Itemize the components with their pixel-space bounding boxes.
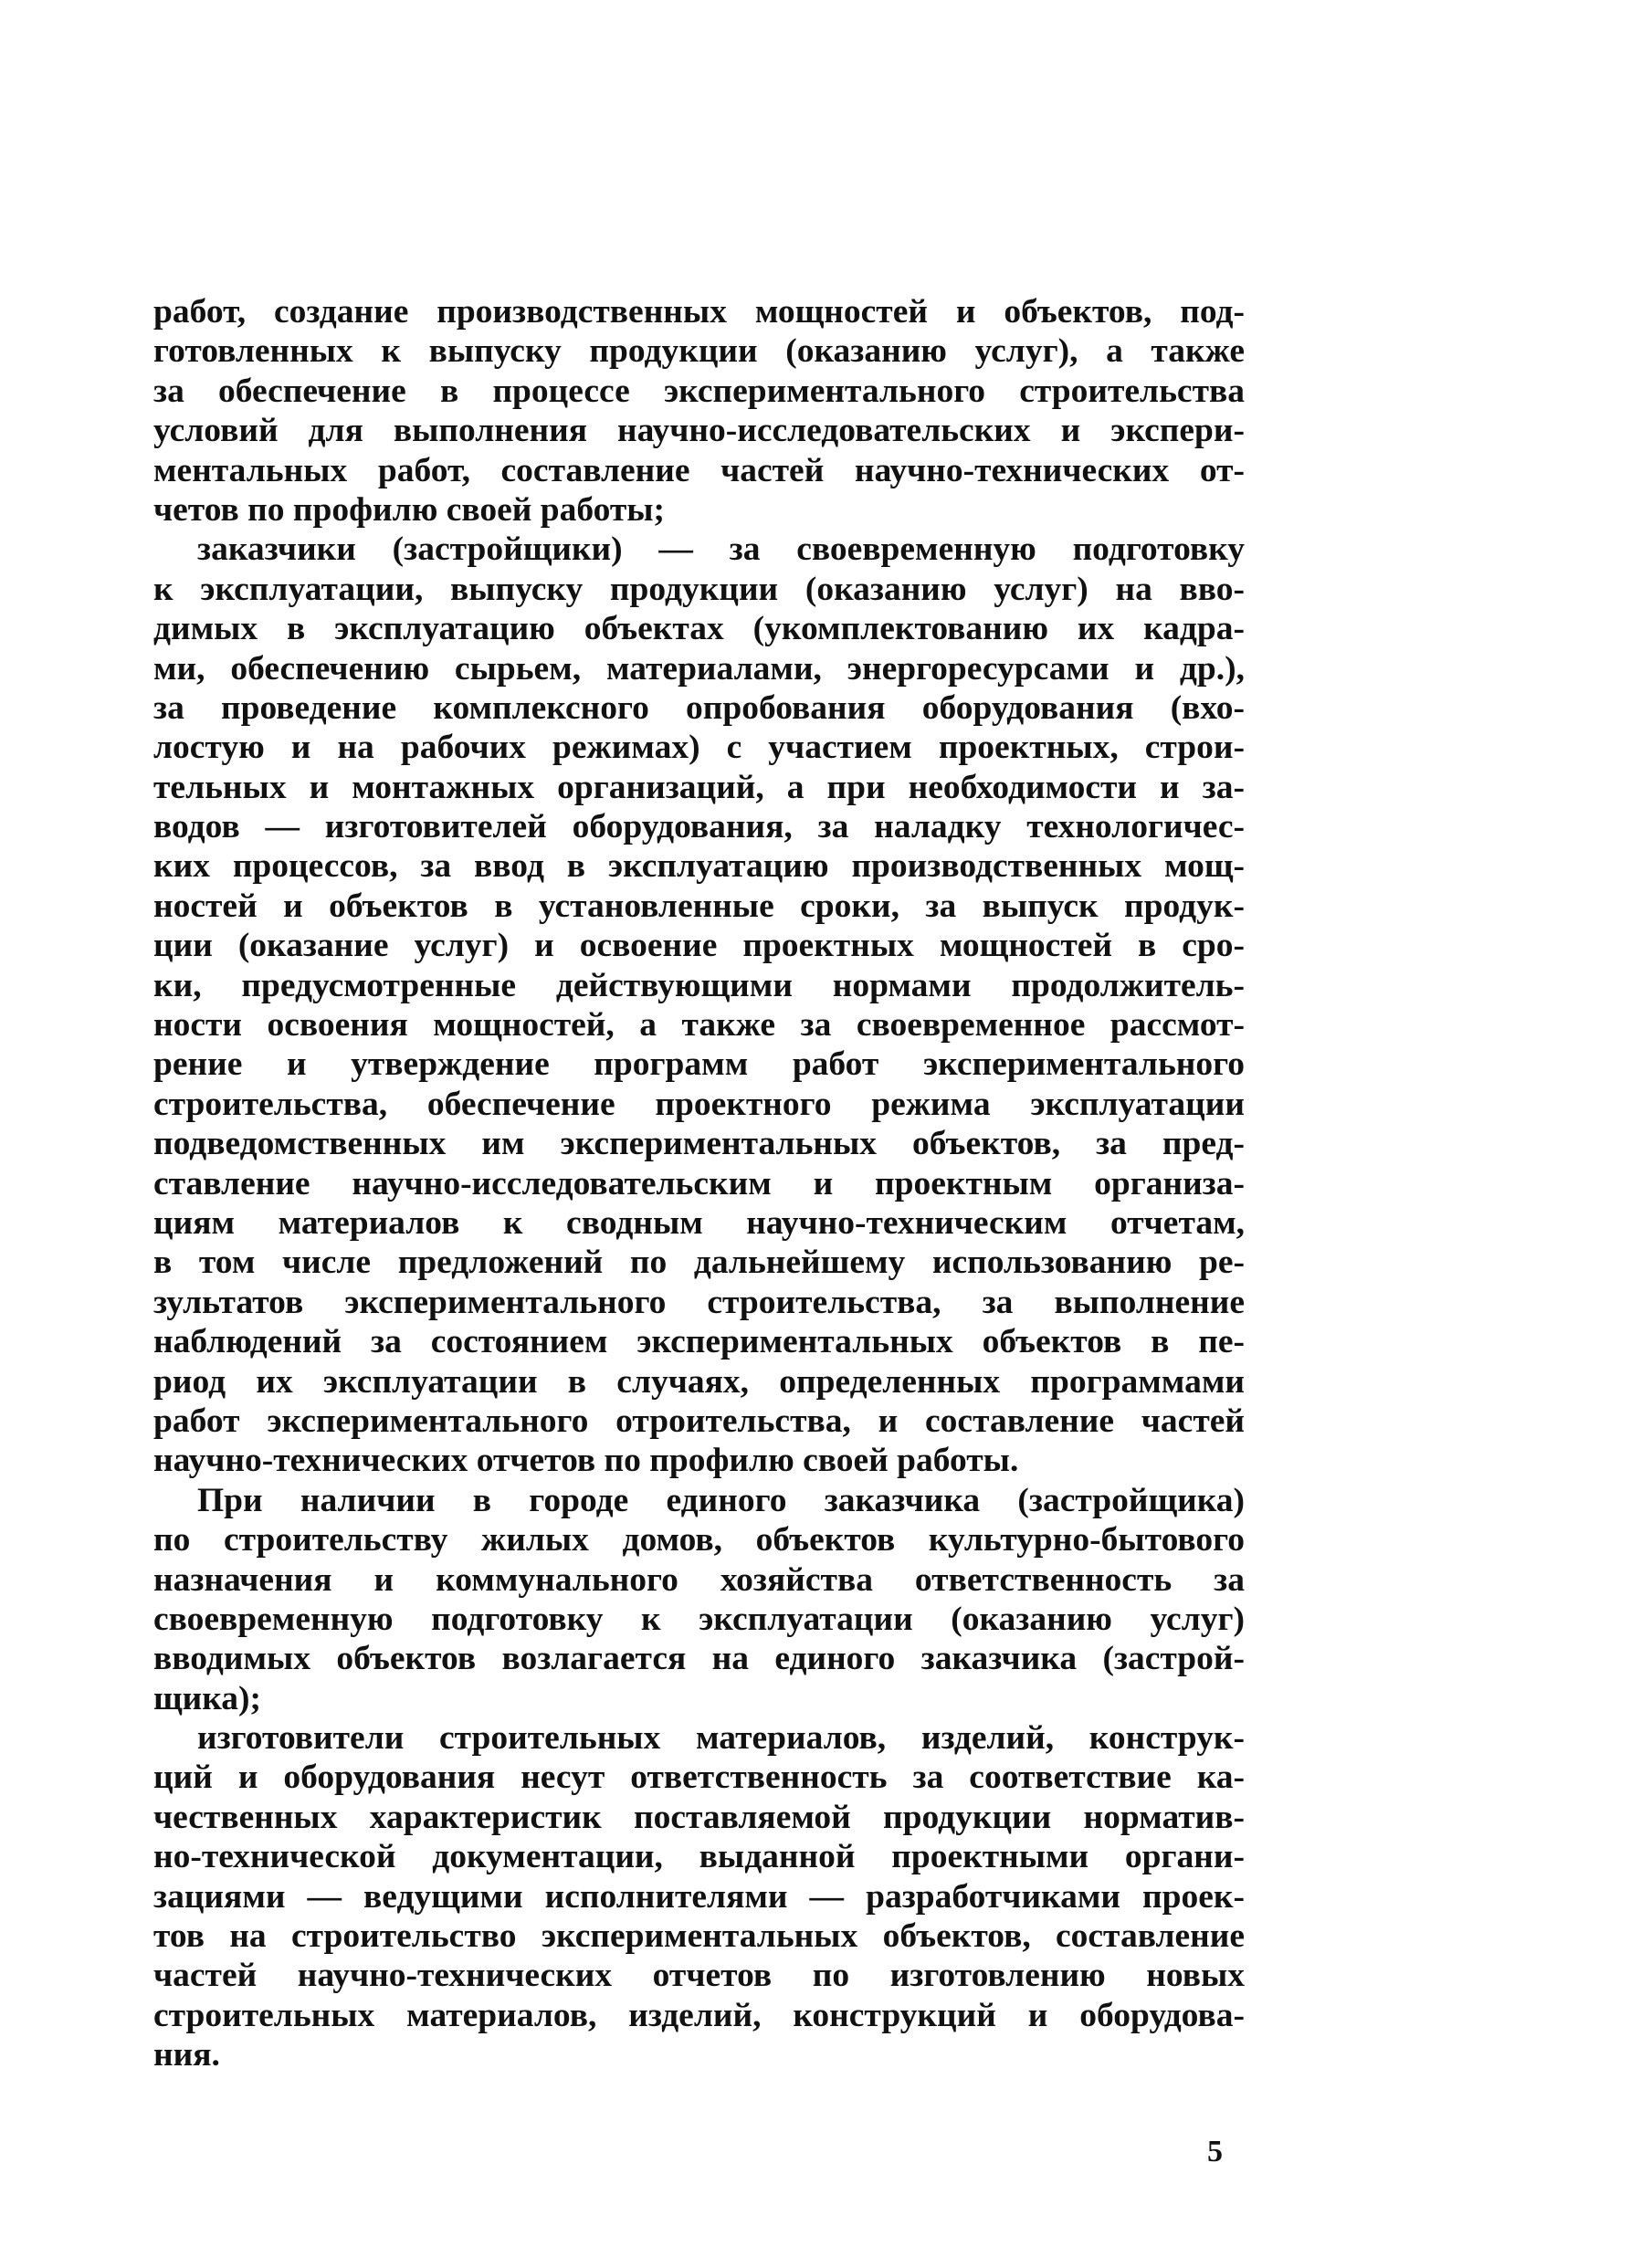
text-line: При наличии в городе единого заказчика (застройщика) [197,1481,1245,1519]
text-line: к эксплуатации, выпуску продукции (оказанию услуг) на вво- [153,570,1245,608]
text-line: зультатов экспериментального строительства, за выполнение [153,1283,1245,1321]
text-line: ций и оборудования несут ответственность за соответствие ка- [153,1759,1245,1797]
text-line: димых в эксплуатацию объектах (укомплектованию их кадра- [153,610,1245,648]
text-line: ментальных работ, составление частей научно-технических от- [153,451,1245,489]
text-line: заказчики (застройщики) — за своевременную подготовку [197,530,1245,569]
text-line: четов по профилю своей работы; [153,490,666,529]
text-line: ностей и объектов в установленные сроки, за выпуск продук- [153,887,1245,925]
text-line: тов на строительство экспериментальных объектов, составление [153,1917,1245,1956]
text-line: по строительству жилых домов, объектов культурно-бытового [153,1521,1245,1559]
text-line: строительных материалов, изделий, конструкций и оборудова- [153,1996,1245,2034]
text-line: чественных характеристик поставляемой продукции норматив- [153,1798,1245,1836]
text-line: наблюдений за состоянием экспериментальных объектов в пе- [153,1323,1245,1361]
text-line: работ экспериментального отроительства, и составление частей [153,1402,1245,1440]
text-line: изготовители строительных материалов, изделий, конструк- [197,1719,1245,1758]
text-line: частей научно-технических отчетов по изготовлению новых [153,1957,1245,1995]
text-line: научно-технических отчетов по профилю своей работы. [153,1442,1019,1480]
text-line: работ, создание производственных мощностей и объектов, под- [153,293,1245,331]
body-text [153,292,1245,2075]
text-line: своевременную подготовку к эксплуатации (оказанию услуг) [153,1600,1245,1638]
text-line: ности освоения мощностей, а также за своевременное рассмот- [153,1006,1245,1045]
text-line: но-технической документации, выданной проектными органи- [153,1838,1245,1876]
text-line: в том числе предложений по дальнейшему использованию ре- [153,1244,1245,1282]
text-line: щика); [153,1679,262,1717]
text-line: ставление научно-исследовательским и проектным организа- [153,1164,1245,1202]
text-line: ми, обеспечению сырьем, материалами, энергоресурсами и др.), [153,649,1245,688]
text-line: ких процессов, за ввод в эксплуатацию производственных мощ- [153,847,1245,886]
text-line: готовленных к выпуску продукции (оказанию услуг), а также [153,332,1245,371]
text-line: ки, предусмотренные действующими нормами продолжитель- [153,966,1245,1004]
text-line: водов — изготовителей оборудования, за наладку технологичес- [153,808,1245,846]
text-line: за проведение комплексного опробования оборудования (вхо- [153,688,1245,727]
text-line: подведомственных им экспериментальных объектов, за пред- [153,1125,1245,1163]
text-line: ния. [153,2036,220,2074]
text-line: лостую и на рабочих режимах) с участием проектных, строи- [153,729,1245,767]
text-line: циям материалов к сводным научно-техническим отчетам, [153,1203,1245,1242]
page-number: 5 [1207,2135,1223,2168]
text-line: за обеспечение в процессе экспериментального строительства [153,372,1245,410]
text-line: зациями — ведущими исполнителями — разработчиками проек- [153,1877,1245,1916]
text-line: риод их эксплуатации в случаях, определенных программами [153,1362,1245,1401]
text-line: рение и утверждение программ работ экспериментального [153,1045,1245,1084]
text-line: тельных и монтажных организаций, а при необходимости и за- [153,768,1245,806]
text-line: назначения и коммунального хозяйства ответственность за [153,1560,1245,1599]
text-line: строительства, обеспечение проектного режима эксплуатации [153,1085,1245,1123]
text-line: условий для выполнения научно-исследовательских и экспери- [153,412,1245,450]
text-line: ции (оказание услуг) и освоение проектных мощностей в сро- [153,927,1245,965]
text-line: вводимых объектов возлагается на единого заказчика (застрой- [153,1640,1245,1678]
